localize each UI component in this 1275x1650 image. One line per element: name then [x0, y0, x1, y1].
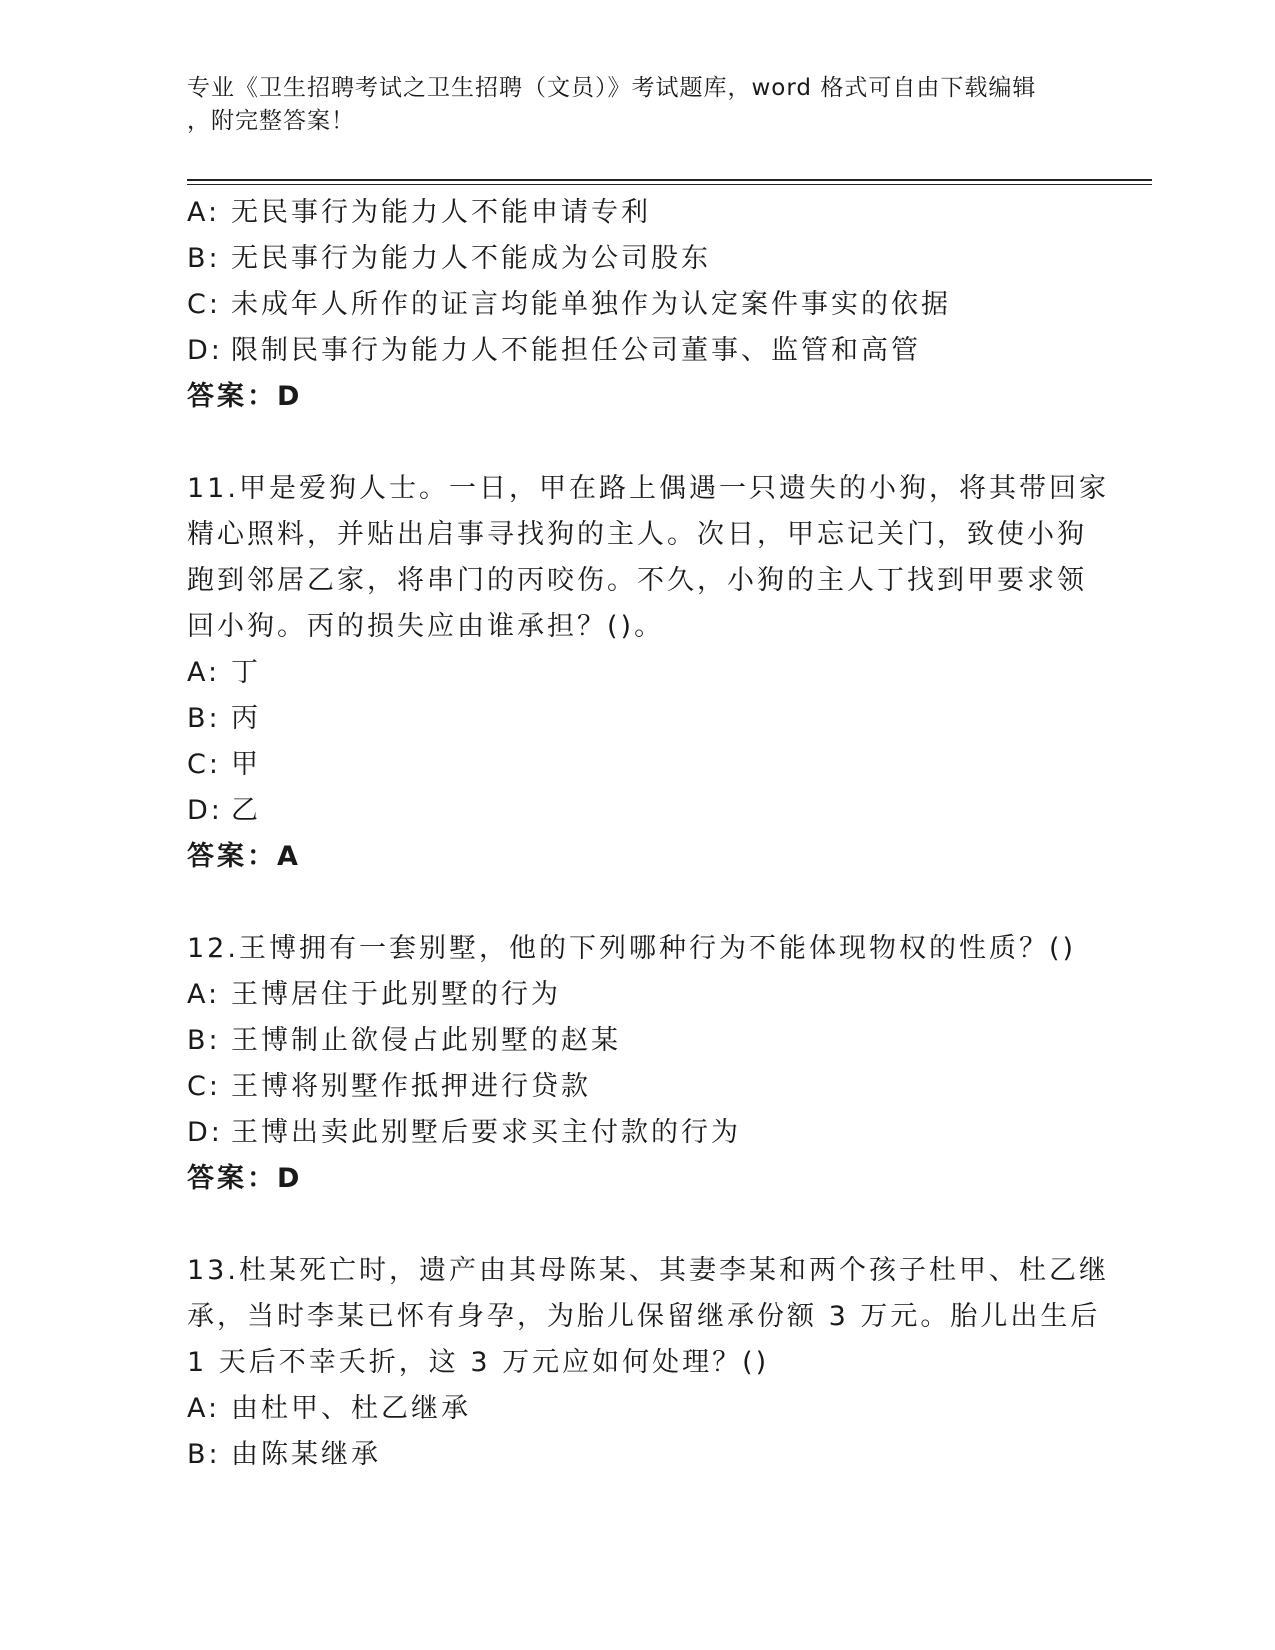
question-12 — [187, 926, 1087, 1202]
option-text: 丙 — [231, 703, 261, 734]
option-key: B: — [187, 703, 221, 734]
option-c — [187, 742, 1087, 788]
question-text-line: 12.王博拥有一套别墅，他的下列哪种行为不能体现物权的性质？() — [187, 933, 1077, 964]
answer-line: 答案：D — [187, 381, 303, 412]
question-13 — [187, 1248, 1109, 1478]
question-spacer — [187, 1202, 1087, 1248]
option-d — [187, 788, 1087, 834]
option-b — [187, 696, 1087, 742]
option-key: B: — [187, 1439, 221, 1470]
question-text-line: 回小狗。丙的损失应由谁承担？()。 — [187, 611, 665, 642]
option-text: 王博出卖此别墅后要求买主付款的行为 — [231, 1117, 741, 1148]
option-b — [187, 236, 1087, 282]
option-text: 由陈某继承 — [231, 1439, 381, 1470]
option-text: 甲 — [231, 749, 261, 780]
option-text: 王博将别墅作抵押进行贷款 — [231, 1071, 591, 1102]
question-text-line: 精心照料，并贴出启事寻找狗的主人。次日，甲忘记关门，致使小狗 — [187, 519, 1087, 550]
option-key: A: — [187, 197, 221, 228]
option-text: 限制民事行为能力人不能担任公司董事、监管和高管 — [231, 335, 921, 366]
question-text-line: 1 天后不幸夭折，这 3 万元应如何处理？() — [187, 1347, 770, 1378]
question-10 — [187, 190, 1087, 420]
answer-line: 答案：D — [187, 1163, 303, 1194]
question-text-line: 承，当时李某已怀有身孕，为胎儿保留继承份额 3 万元。胎儿出生后 — [187, 1301, 1101, 1332]
answer-line: 答案：A — [187, 841, 301, 872]
option-b — [187, 1432, 1087, 1478]
option-key: C: — [187, 1071, 221, 1102]
option-key: A: — [187, 1393, 221, 1424]
option-key: B: — [187, 1025, 221, 1056]
option-c — [187, 1064, 1087, 1110]
option-text: 王博居住于此别墅的行为 — [231, 979, 561, 1010]
option-text: 未成年人所作的证言均能单独作为认定案件事实的依据 — [231, 289, 951, 320]
question-text-line: 13.杜某死亡时，遗产由其母陈某、其妻李某和两个孩子杜甲、杜乙继 — [187, 1255, 1109, 1286]
option-c — [187, 282, 1087, 328]
option-key: C: — [187, 749, 221, 780]
option-key: D: — [187, 335, 223, 366]
question-11 — [187, 466, 1109, 880]
option-key: D: — [187, 1117, 223, 1148]
question-text-line: 11.甲是爱狗人士。一日，甲在路上偶遇一只遗失的小狗，将其带回家 — [187, 473, 1109, 504]
option-a — [187, 1386, 1087, 1432]
option-text: 王博制止欲侵占此别墅的赵某 — [231, 1025, 621, 1056]
question-text-line: 跑到邻居乙家，将串门的丙咬伤。不久，小狗的主人丁找到甲要求领 — [187, 565, 1087, 596]
option-key: B: — [187, 243, 221, 274]
question-content — [187, 190, 1109, 1478]
header-line-1: 专业《卫生招聘考试之卫生招聘（文员）》考试题库，word 格式可自由下载编辑 — [187, 75, 1037, 101]
option-key: D: — [187, 795, 223, 826]
document-header — [187, 72, 1067, 138]
option-key: A: — [187, 979, 221, 1010]
option-a — [187, 650, 1087, 696]
option-b — [187, 1018, 1087, 1064]
option-text: 乙 — [231, 795, 261, 826]
option-a — [187, 190, 1087, 236]
option-text: 无民事行为能力人不能成为公司股东 — [231, 243, 711, 274]
option-key: C: — [187, 289, 221, 320]
option-d — [187, 328, 1087, 374]
question-spacer — [187, 880, 1087, 926]
header-line-2: ，附完整答案！ — [187, 108, 355, 134]
header-divider-thin — [187, 184, 1152, 185]
option-text: 无民事行为能力人不能申请专利 — [231, 197, 651, 228]
option-a — [187, 972, 1087, 1018]
option-text: 丁 — [231, 657, 261, 688]
option-key: A: — [187, 657, 221, 688]
question-spacer — [187, 420, 1087, 466]
option-text: 由杜甲、杜乙继承 — [231, 1393, 471, 1424]
option-d — [187, 1110, 1087, 1156]
header-divider-thick — [187, 179, 1152, 181]
